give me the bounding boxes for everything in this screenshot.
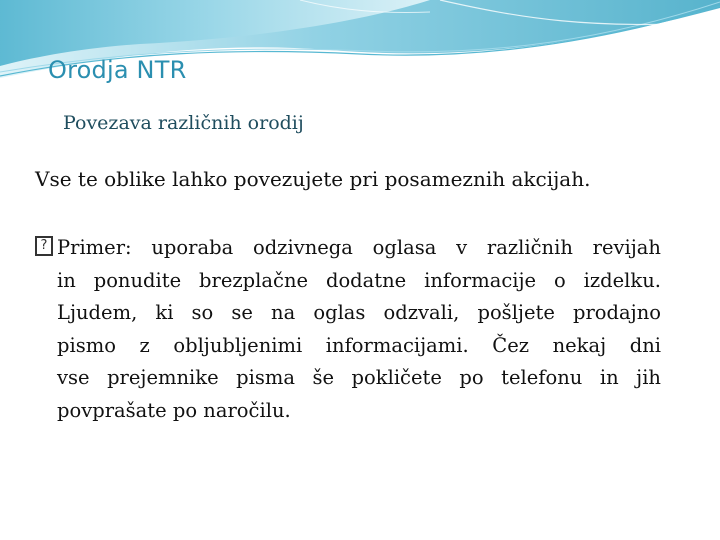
- intro-paragraph: Vse te oblike lahko povezujete pri posameznih akcijah.: [35, 167, 591, 191]
- bullet-line: povprašate po naročilu.: [57, 398, 291, 422]
- bullet-line: Ljudem, ki so se na oglas odzvali, pošljete prodajno: [57, 301, 661, 324]
- slide-subtitle: Povezava različnih orodij: [63, 112, 304, 134]
- slide-title: Orodja NTR: [48, 56, 187, 84]
- bullet-line: in ponudite brezplačne dodatne informacije o izdelku.: [57, 268, 661, 292]
- bullet-line: pismo z obljubljenimi informacijami. Čez nekaj dni: [57, 333, 661, 357]
- bullet-text: [35, 232, 661, 427]
- bullet-icon: ?: [35, 236, 53, 256]
- bullet-item: [35, 232, 661, 427]
- bullet-line: Primer: uporaba odzivnega oglasa v različnih revijah: [57, 236, 661, 259]
- bullet-line: vse prejemnike pisma še pokličete po telefonu in jih: [57, 366, 661, 389]
